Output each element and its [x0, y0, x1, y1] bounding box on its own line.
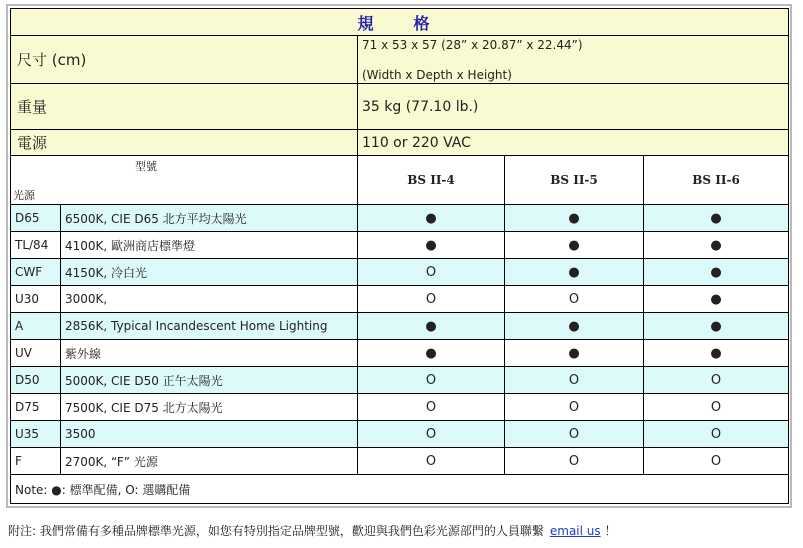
light-description: 7500K, CIE D75 北方太陽光: [61, 394, 358, 421]
light-code: D75: [11, 394, 61, 421]
equipment-mark: O: [358, 286, 505, 313]
table-row: [11, 340, 789, 367]
equipment-mark: ●: [505, 340, 644, 367]
equipment-mark: ●: [644, 340, 789, 367]
header-corner: [11, 156, 358, 205]
equipment-mark: O: [644, 394, 789, 421]
light-description: 6500K, CIE D65 北方平均太陽光: [61, 205, 358, 232]
equipment-mark: ●: [644, 232, 789, 259]
light-code: U35: [11, 421, 61, 448]
equipment-mark: ●: [505, 313, 644, 340]
equipment-mark: ●: [644, 205, 789, 232]
power-value: 110 or 220 VAC: [358, 130, 789, 156]
equipment-mark: ●: [644, 313, 789, 340]
equipment-mark: O: [644, 367, 789, 394]
light-code: CWF: [11, 259, 61, 286]
size-value-line1: 71 x 53 x 57 (28” x 20.87” x 22.44”): [362, 37, 583, 52]
model-label: 型號: [135, 160, 157, 173]
table-row: [11, 367, 789, 394]
equipment-mark: O: [358, 394, 505, 421]
equipment-mark: O: [358, 259, 505, 286]
table-row: [11, 205, 789, 232]
model-header: BS II-4: [358, 156, 505, 205]
light-code: TL/84: [11, 232, 61, 259]
table-row: [11, 286, 789, 313]
model-header: BS II-6: [644, 156, 789, 205]
light-description: 3000K,: [61, 286, 358, 313]
equipment-mark: O: [644, 448, 789, 475]
light-description: 3500: [61, 421, 358, 448]
light-code: F: [11, 448, 61, 475]
legend-note: Note: ●: 標準配備, O: 選購配備: [11, 475, 789, 504]
equipment-mark: ●: [644, 259, 789, 286]
light-description: 4100K, 歐洲商店標準燈: [61, 232, 358, 259]
footer-text: 附注: 我們常備有多種品牌標準光源，如您有特別指定品牌型號，歡迎與我們色彩光源部門的人員聯繫: [8, 524, 544, 538]
equipment-mark: ●: [505, 205, 644, 232]
light-description: 2856K, Typical Incandescent Home Lighting: [61, 313, 358, 340]
power-label: 電源: [11, 130, 358, 156]
equipment-mark: ●: [358, 340, 505, 367]
light-description: 4150K, 冷白光: [61, 259, 358, 286]
light-description: 2700K, “F” 光源: [61, 448, 358, 475]
size-value-line2: (Width x Depth x Height): [362, 67, 512, 82]
footer-note: [8, 522, 616, 539]
table-row: [11, 259, 789, 286]
equipment-mark: O: [505, 421, 644, 448]
equipment-mark: O: [505, 367, 644, 394]
table-row: [11, 394, 789, 421]
light-source-label: 光源: [13, 189, 35, 202]
table-row: [11, 421, 789, 448]
light-code: U30: [11, 286, 61, 313]
email-us-link[interactable]: email us: [549, 524, 601, 538]
equipment-mark: O: [505, 448, 644, 475]
equipment-mark: ●: [358, 313, 505, 340]
table-row: [11, 232, 789, 259]
light-code: UV: [11, 340, 61, 367]
size-value: [358, 36, 789, 84]
table-row: [11, 313, 789, 340]
footer-end: ！: [604, 524, 617, 538]
light-description: 紫外線: [61, 340, 358, 367]
equipment-mark: O: [505, 286, 644, 313]
equipment-mark: O: [644, 421, 789, 448]
equipment-mark: O: [358, 367, 505, 394]
equipment-mark: ●: [358, 232, 505, 259]
light-code: A: [11, 313, 61, 340]
equipment-mark: O: [358, 448, 505, 475]
table-row: [11, 448, 789, 475]
equipment-mark: ●: [644, 286, 789, 313]
size-label: 尺寸 (cm): [11, 36, 358, 84]
weight-value: 35 kg (77.10 lb.): [358, 84, 789, 130]
equipment-mark: ●: [358, 205, 505, 232]
equipment-mark: O: [358, 421, 505, 448]
model-header: BS II-5: [505, 156, 644, 205]
light-code: D65: [11, 205, 61, 232]
equipment-mark: ●: [505, 232, 644, 259]
weight-label: 重量: [11, 84, 358, 130]
table-title: 規 格: [11, 9, 789, 36]
equipment-mark: O: [505, 394, 644, 421]
equipment-mark: ●: [505, 259, 644, 286]
light-code: D50: [11, 367, 61, 394]
light-description: 5000K, CIE D50 正午太陽光: [61, 367, 358, 394]
spec-table: [10, 8, 789, 504]
